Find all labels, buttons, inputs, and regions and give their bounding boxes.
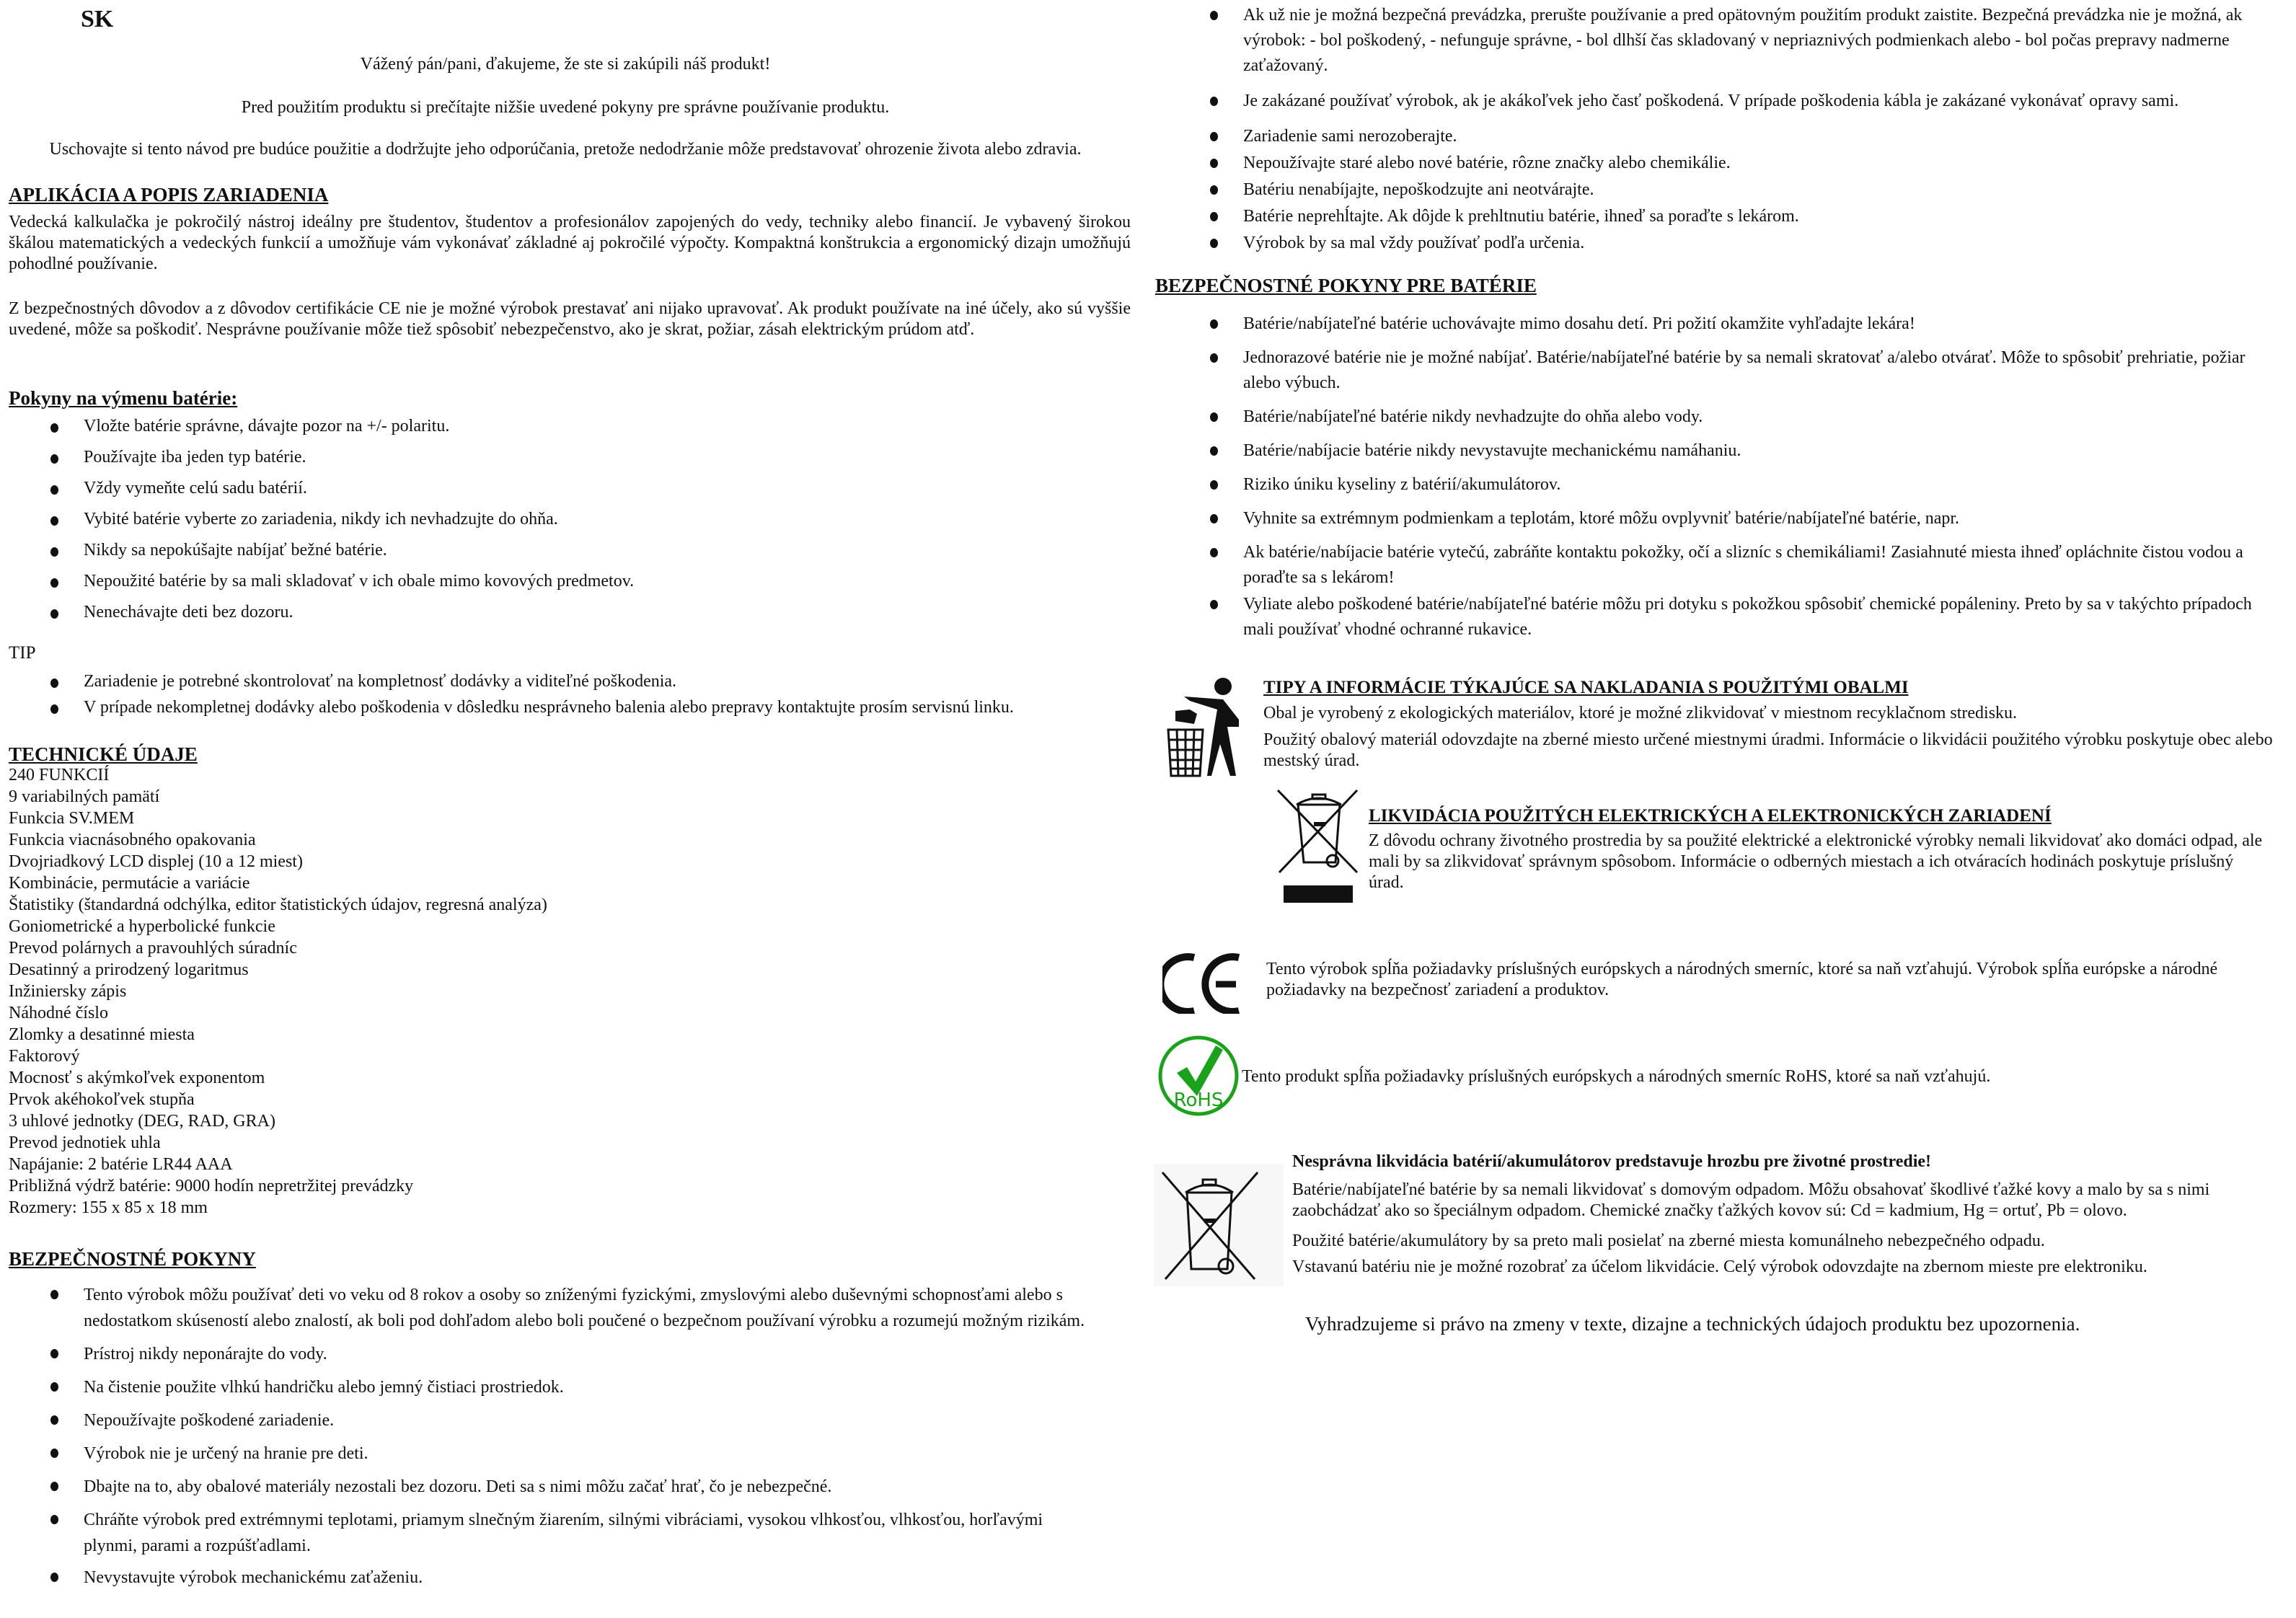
safety-heading: BEZPEČNOSTNÉ POKYNY [9,1248,256,1270]
battery-disposal-heading: Nesprávna likvidácia batérií/akumulátorov predstavuje hrozbu pre životné prostredie! [1292,1152,1932,1171]
safety-list [9,1282,1090,1591]
spec-item: Goniometrické a hyperbolické funkcie [9,917,275,936]
safety-list-continued [1168,3,2264,256]
spec-item: Inžiniersky zápis [9,982,127,1001]
list-item: Vždy vymeňte celú sadu batérií. [9,477,1119,499]
spec-item: Prevod polárnych a pravouhlých súradníc [9,939,297,958]
crossed-bin-icon [1154,1164,1284,1286]
list-item: Nevystavujte výrobok mechanickému zaťaženiu. [9,1565,1090,1591]
list-item: Nikdy sa nepokúšajte nabíjať bežné batérie. [9,539,1119,561]
spec-item: Štatistiky (štandardná odchýlka, editor štatistických údajov, regresná analýza) [9,896,547,914]
list-item: V prípade nekompletnej dodávky alebo poškodenia v dôsledku nesprávneho balenia alebo prepravy kontaktujte prosím servisnú linku. [9,697,1119,718]
list-item: Batérie/nabíjateľné batérie uchovávajte mimo dosahu detí. Pri požití okamžite vyhľadajte lekára! [1168,311,2279,337]
spec-item: 9 variabilných pamätí [9,787,160,806]
tidy-man-bin-icon [1161,678,1242,779]
battery-safety-list [1168,311,2279,642]
rohs-text: Tento produkt spĺňa požiadavky príslušných európskych a národných smerníc RoHS, ktoré sa naň vzťahujú. [1242,1067,1991,1086]
list-item: Dbajte na to, aby obalové materiály nezostali bez dozoru. Deti sa s nimi môžu začať hrať, čo je nebezpečné. [9,1474,1090,1500]
list-item: Výrobok by sa mal vždy používať podľa určenia. [1168,231,2264,256]
list-item: Vložte batérie správne, dávajte pozor na +/- polaritu. [9,415,1119,437]
list-item: Batérie/nabíjacie batérie nikdy nevystavujte mechanickému namáhaniu. [1168,438,2279,464]
spec-item: Zlomky a desatinné miesta [9,1025,195,1044]
application-heading: APLIKÁCIA A POPIS ZARIADENIA [9,184,329,205]
list-item: Tento výrobok môžu používať deti vo veku od 8 rokov a osoby so zníženými fyzickými, zmyslovými alebo duševnými schopnosťami alebo s nedostatkom skúseností alebo znalostí, ak boli pod dohľadom alebo boli poučené o bezpečnom používaní výrobku a rozumejú možným rizikám. [9,1282,1090,1334]
spec-item: Približná výdrž batérie: 9000 hodín nepretržitej prevádzky [9,1177,414,1195]
tip-list [9,671,1119,718]
list-item: Vyliate alebo poškodené batérie/nabíjateľné batérie môžu pri dotyku s pokožkou spôsobiť chemické popáleniny. Preto by sa v takýchto prípadoch mali používať vhodné ochranné rukavice. [1168,592,2279,642]
ce-certification-paragraph: Z bezpečnostných dôvodov a z dôvodov certifikácie CE nie je možné výrobok prestavať ani nijako upravovať. Ak produkt používate na iné účely, ako sú vyššie uvedené, môže sa poškodiť. Nesprávne používanie môže tiež spôsobiť nebezpečenstvo, ako je skrat, požiar, zásah elektrickým prúdom atď. [9,299,1131,339]
battery-disposal-line: Vstavanú batériu nie je možné rozobrať za účelom likvidácie. Celý výrobok odovzdajte na zbernom mieste pre elektroniku. [1292,1257,2147,1276]
spec-item: Kombinácie, permutácie a variácie [9,874,250,893]
spec-item: 3 uhlové jednotky (DEG, RAD, GRA) [9,1112,275,1131]
rohs-label: RoHS [1173,1089,1224,1111]
application-paragraph: Vedecká kalkulačka je pokročilý nástroj ideálny pre študentov, študentov a profesionálov zapojených do vedy, techniky alebo financií. Je vybavený širokou škálou matematických a vedeckých funkcií a umožňuje vám vykonávať základné aj pokročilé výpočty. Kompaktná konštrukcia a ergonomický dizajn umožňujú pohodlné používanie. [9,213,1131,273]
list-item: Na čistenie použite vlhkú handričku alebo jemný čistiaci prostriedok. [9,1374,1090,1400]
ce-text: Tento výrobok spĺňa požiadavky príslušných európskych a národných smerníc, ktoré sa naň vzťahujú. Výrobok spĺňa európske a národné požiadavky na bezpečnosť zariadení a produktov. [1266,960,2218,999]
list-item: Ak batérie/nabíjacie batérie vytečú, zabráňte kontaktu pokožky, očí a slizníc s chemikáliami! Zasiahnuté miesta ihneď opláchnite čistou vodou a poraďte sa s lekárom! [1168,540,2279,591]
spec-item: Náhodné číslo [9,1004,108,1022]
list-item: Batérie neprehĺtajte. Ak dôjde k prehltnutiu batérie, ihneď sa poraďte s lekárom. [1168,204,2264,229]
list-item: Zariadenie sami nerozoberajte. [1168,124,2264,149]
spec-item: Prvok akéhokoľvek stupňa [9,1090,195,1109]
disclaimer: Vyhradzujeme si právo na zmeny v texte, dizajne a technických údajoch produktu bez upozornenia. [1305,1313,2080,1335]
list-item: Používajte iba jeden typ batérie. [9,446,1119,468]
spec-item: 240 FUNKCIÍ [9,766,110,784]
list-item: Vyhnite sa extrémnym podmienkam a teplotám, ktoré môžu ovplyvniť batérie/nabíjateľné batérie, napr. [1168,506,2279,531]
weee-heading: LIKVIDÁCIA POUŽITÝCH ELEKTRICKÝCH A ELEKTRONICKÝCH ZARIADENÍ [1369,806,2052,826]
packaging-heading: TIPY A INFORMÁCIE TÝKAJÚCE SA NAKLADANIA S POUŽITÝMI OBALMI [1263,678,1909,697]
battery-replacement-list [9,415,1119,623]
list-item: Nepoužívajte staré alebo nové batérie, rôzne značky alebo chemikálie. [1168,151,2264,176]
spec-item: Desatinný a prirodzený logaritmus [9,960,249,979]
list-item: Je zakázané používať výrobok, ak je akákoľvek jeho časť poškodená. V prípade poškodenia kábla je zakázané vykonávať opravy sami. [1168,89,2264,114]
spec-item: Funkcia SV.MEM [9,809,135,828]
rohs-icon [1157,1034,1240,1118]
battery-replacement-heading: Pokyny na výmenu batérie: [9,387,238,409]
list-item: Nepoužité batérie by sa mali skladovať v ich obale mimo kovových predmetov. [9,570,1119,592]
spec-item: Prevod jednotiek uhla [9,1133,161,1152]
keep-manual-note: Uschovajte si tento návod pre budúce použitie a dodržujte jeho odporúčania, pretože nedodržanie môže predstavovať ohrozenie života alebo zdravia. [49,140,1082,159]
list-item: Nepoužívajte poškodené zariadenie. [9,1407,1090,1433]
packaging-line: Použitý obalový materiál odovzdajte na zberné miesto určené miestnymi úradmi. Informácie o likvidácii použitého výrobku poskytuje obec alebo mestský úrad. [1263,730,2273,770]
language-code: SK [81,6,114,32]
spec-item: Mocnosť s akýmkoľvek exponentom [9,1069,265,1087]
list-item: Výrobok nie je určený na hranie pre deti. [9,1441,1090,1467]
list-item: Prístroj nikdy neponárajte do vody. [9,1341,1090,1367]
technical-heading: TECHNICKÉ ÚDAJE [9,743,198,765]
spec-item: Rozmery: 155 x 85 x 18 mm [9,1198,208,1217]
list-item: Chráňte výrobok pred extrémnymi teplotami, priamym slnečným žiarením, silnými vibráciami, vysokou vlhkosťou, vlhkosťou, horľavými plynmi, parami a rozpúšťadlami. [9,1507,1090,1559]
list-item: Nenechávajte deti bez dozoru. [9,601,1119,623]
tip-heading: TIP [9,643,36,663]
list-item: Jednorazové batérie nie je možné nabíjať. Batérie/nabíjateľné batérie by sa nemali skratovať a/alebo otvárať. Môže to spôsobiť prehriatie, požiar alebo výbuch. [1168,345,2279,396]
spec-item: Funkcia viacnásobného opakovania [9,831,256,849]
crossed-bin-icon [1276,789,1363,907]
spec-item: Napájanie: 2 batérie LR44 AAA [9,1155,233,1174]
list-item: Batériu nenabíjajte, nepoškodzujte ani neotvárajte. [1168,177,2264,203]
list-item: Ak už nie je možná bezpečná prevádzka, prerušte používanie a pred opätovným použitím produkt zaistite. Bezpečná prevádzka nie je možná, ak výrobok: - bol poškodený, - nefunguje správne, - bol dlhší čas skladovaný v nepriaznivých podmienkach alebo - bol počas prepravy nadmerne zaťažovaný. [1168,3,2264,79]
battery-disposal-line: Použité batérie/akumulátory by sa preto mali posielať na zberné miesta komunálneho nebezpečného odpadu. [1292,1232,2045,1250]
spec-item: Dvojriadkový LCD displej (10 a 12 miest) [9,852,303,871]
list-item: Batérie/nabíjateľné batérie nikdy nevhadzujte do ohňa alebo vody. [1168,404,2279,430]
battery-safety-heading: BEZPEČNOSTNÉ POKYNY PRE BATÉRIE [1155,275,1537,296]
list-item: Zariadenie je potrebné skontrolovať na kompletnosť dodávky a viditeľné poškodenia. [9,671,1119,692]
list-item: Riziko úniku kyseliny z batérií/akumulátorov. [1168,472,2279,498]
packaging-line: Obal je vyrobený z ekologických materiálov, ktoré je možné zlikvidovať v miestnom recyklačnom stredisku. [1263,704,2018,722]
spec-item: Faktorový [9,1047,80,1066]
battery-disposal-line: Batérie/nabíjateľné batérie by sa nemali likvidovať s domovým odpadom. Môžu obsahovať škodlivé ťažké kovy a malo by sa s nimi zaobchádzať ako so špeciálnym odpadom. Chemické značky ťažkých kovov sú: Cd = kadmium, Hg = ortuť, Pb = olovo. [1292,1180,2210,1220]
greeting: Vážený pán/pani, ďakujeme, že ste si zakúpili náš produkt! [360,55,771,74]
ce-mark-icon [1162,953,1246,1014]
technical-spec-list [9,764,547,1219]
list-item: Vybité batérie vyberte zo zariadenia, nikdy ich nevhadzujte do ohňa. [9,508,1119,530]
weee-text: Z dôvodu ochrany životného prostredia by sa použité elektrické a elektronické výrobky nemali likvidovať ako domáci odpad, ale mali by sa zlikvidovať správnym spôsobom. Informácie o odberných miestach a ich otváracích hodinách poskytuje príslušný úrad. [1369,831,2263,892]
read-first-note: Pred použitím produktu si prečítajte nižšie uvedené pokyny pre správne používanie produktu. [241,98,890,117]
